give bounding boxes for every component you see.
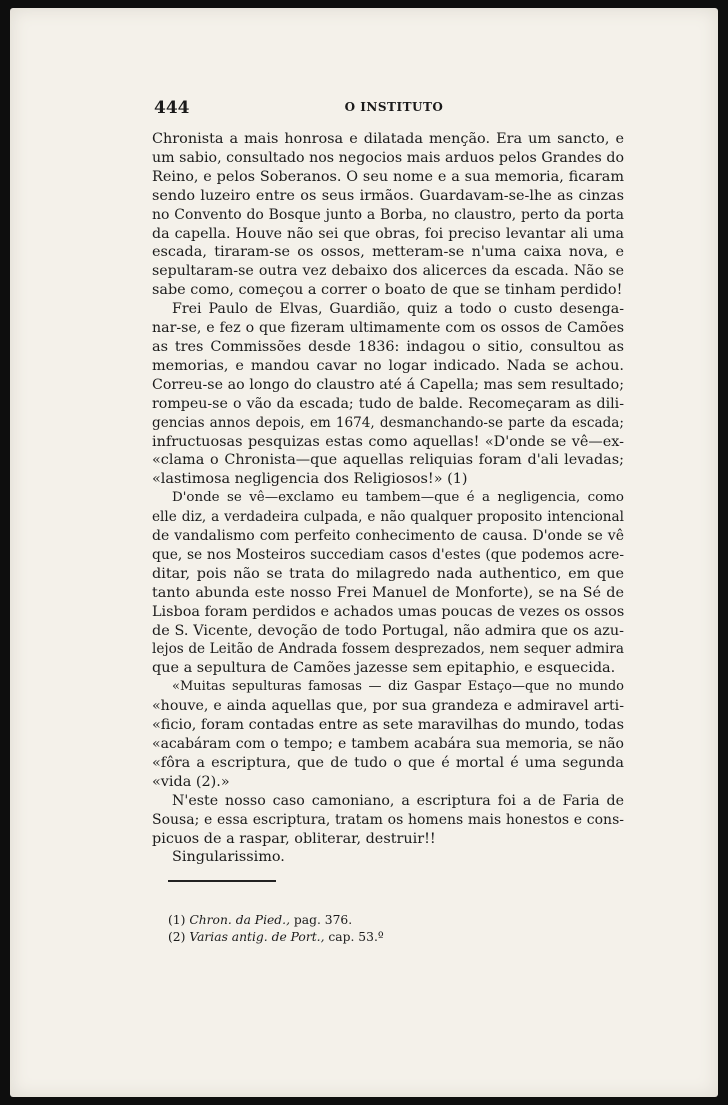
text-line: memorias, e mandou cavar no logar indicado. Nada se achou. bbox=[152, 357, 624, 374]
text-line: Frei Paulo de Elvas, Guardião, quiz a todo o custo desenga- bbox=[172, 301, 624, 318]
text-line: de S. Vicente, devoção de todo Portugal, não admira que os azu- bbox=[152, 622, 624, 639]
text-line: nar-se, e fez o que fizeram ultimamente com os ossos de Camões bbox=[152, 320, 624, 337]
text-line: picuos de a raspar, obliterar, destruir!! bbox=[152, 830, 436, 847]
text-line: N'este nosso caso camoniano, a escriptura foi a de Faria de bbox=[172, 792, 624, 809]
text-line: lejos de Leitão de Andrada fossem desprezados, nem sequer admira bbox=[152, 641, 624, 658]
footnote bbox=[168, 912, 468, 929]
text-line: Singularissimo. bbox=[172, 849, 285, 866]
footnote-ref: cap. 53.º bbox=[324, 929, 384, 944]
footnote-marker: (1) bbox=[168, 913, 186, 927]
text-line: um sabio, consultado nos negocios mais arduos pelos Grandes do bbox=[152, 149, 624, 166]
text-line: D'onde se vê—exclamo eu tambem—que é a negligencia, como bbox=[172, 490, 624, 506]
text-line: Correu-se ao longo do claustro até á Capella; mas sem resultado; bbox=[152, 376, 624, 393]
footnote bbox=[168, 929, 468, 946]
text-line: da capella. Houve não sei que obras, foi preciso levantar ali uma bbox=[152, 225, 624, 242]
text-line: que, se nos Mosteiros succediam casos d'estes (que podemos acre- bbox=[152, 546, 624, 563]
text-line: que a sepultura de Camões jazesse sem epitaphio, e esquecida. bbox=[152, 660, 616, 677]
footnote-ref: pag. 376. bbox=[289, 913, 353, 927]
page-number: 444 bbox=[154, 98, 190, 118]
text-line: sepultaram-se outra vez debaixo dos alicerces da escada. Não se bbox=[152, 263, 624, 280]
text-line: «acabáram com o tempo; e tambem acabára sua memoria, se não bbox=[152, 736, 624, 752]
page-header bbox=[154, 98, 634, 120]
footnote-rule bbox=[168, 880, 276, 882]
text-line: Reino, e pelos Soberanos. O seu nome e a sua memoria, ficaram bbox=[152, 168, 624, 185]
text-line: «houve, e ainda aquellas que, por sua grandeza e admiravel arti- bbox=[152, 698, 624, 715]
text-line: «clama o Chronista—que aquellas reliquias foram d'ali levadas; bbox=[152, 452, 624, 469]
text-line: «fôra a escriptura, que de tudo o que é mortal é uma segunda bbox=[152, 754, 624, 771]
footnote-marker: (2) bbox=[168, 929, 186, 944]
text-line: Chronista a mais honrosa e dilatada menção. Era um sancto, e bbox=[152, 131, 624, 147]
text-line: «vida (2).» bbox=[152, 773, 230, 790]
text-line: as tres Commissões desde 1836: indagou o sitio, consultou as bbox=[152, 338, 624, 355]
footnote-source: Chron. da Pied., bbox=[189, 913, 290, 927]
running-head: O INSTITUTO bbox=[344, 100, 444, 114]
text-line: rompeu-se o vão da escada; tudo de balde. Recomeçaram as dili- bbox=[152, 395, 624, 412]
body-text bbox=[152, 130, 624, 867]
text-line: de vandalismo com perfeito conhecimento de causa. D'onde se vê bbox=[152, 528, 624, 545]
text-line: sabe como, começou a correr o boato de que se tinham perdido! bbox=[152, 282, 623, 299]
footnotes bbox=[168, 912, 468, 945]
text-line: sendo luzeiro entre os seus irmãos. Guardavam-se-lhe as cinzas bbox=[152, 187, 624, 204]
footnote-source: Varias antig. de Port., bbox=[189, 929, 325, 944]
text-line: Sousa; e essa escriptura, tratam os homens mais honestos e cons- bbox=[152, 811, 624, 828]
text-line: «Muitas sepulturas famosas — diz Gaspar Estaço—que no mundo bbox=[172, 679, 624, 695]
text-line: gencias annos depois, em 1674, desmanchando-se parte da escada; bbox=[152, 414, 624, 431]
text-line: elle diz, a verdadeira culpada, e não qualquer proposito intencional bbox=[152, 509, 624, 526]
text-line: escada, tiraram-se os ossos, metteram-se n'uma caixa nova, e bbox=[152, 244, 624, 261]
text-line: no Convento do Bosque junto a Borba, no claustro, perto da porta bbox=[152, 206, 624, 223]
text-line: «lastimosa negligencia dos Religiosos!» (1) bbox=[152, 471, 468, 488]
text-line: tanto abunda este nosso Frei Manuel de Monforte), se na Sé de bbox=[152, 584, 624, 601]
text-line: ditar, pois não se trata do milagredo nada authentico, em que bbox=[152, 565, 624, 582]
text-line: Lisboa foram perdidos e achados umas poucas de vezes os ossos bbox=[152, 603, 625, 620]
text-line: «ficio, foram contadas entre as sete maravilhas do mundo, todas bbox=[152, 717, 624, 734]
text-line: infructuosas pesquizas estas como aquellas! «D'onde se vê—ex- bbox=[152, 433, 624, 450]
